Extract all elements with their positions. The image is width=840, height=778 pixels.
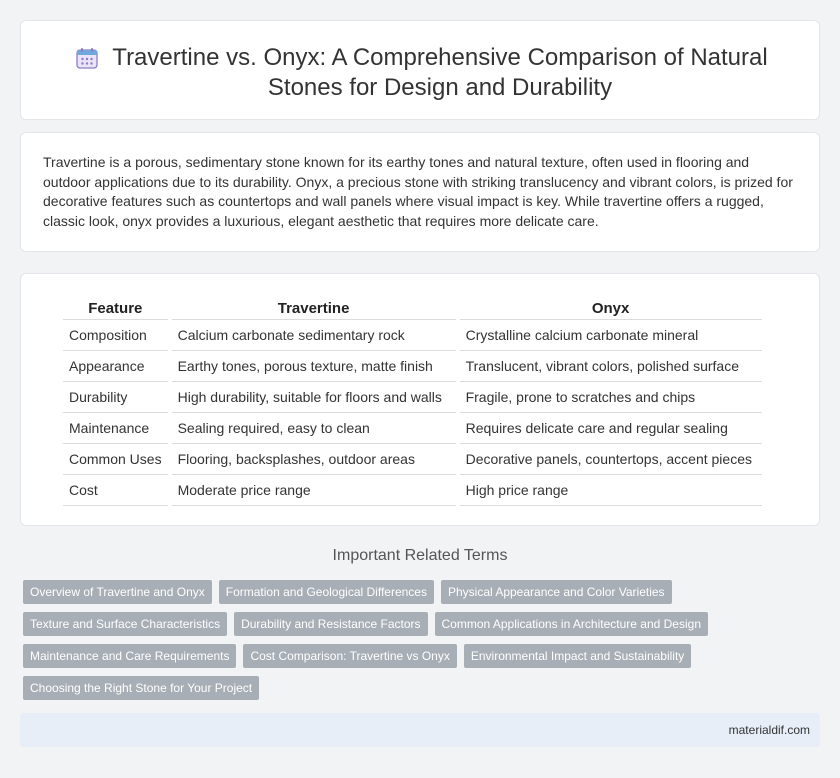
tag-appearance[interactable]: Physical Appearance and Color Varieties <box>441 580 672 604</box>
table-row <box>63 413 762 444</box>
table-cell: Common Uses <box>63 444 168 475</box>
tag-row <box>23 612 823 636</box>
tag-durability[interactable]: Durability and Resistance Factors <box>234 612 427 636</box>
table-cell: Crystalline calcium carbonate mineral <box>460 320 762 351</box>
table-header-row <box>63 294 762 320</box>
table-cell: Composition <box>63 320 168 351</box>
table-cell: Moderate price range <box>172 475 456 506</box>
table-cell: Flooring, backsplashes, outdoor areas <box>172 444 456 475</box>
tag-formation[interactable]: Formation and Geological Differences <box>219 580 434 604</box>
footer <box>20 713 820 747</box>
tag-environmental[interactable]: Environmental Impact and Sustainability <box>464 644 691 668</box>
table-cell: Maintenance <box>63 413 168 444</box>
table-cell: Sealing required, easy to clean <box>172 413 456 444</box>
table-cell: Decorative panels, countertops, accent pieces <box>460 444 762 475</box>
table-cell: High durability, suitable for floors and walls <box>172 382 456 413</box>
table-cell: Fragile, prone to scratches and chips <box>460 382 762 413</box>
table-row <box>63 475 762 506</box>
table-cell: Translucent, vibrant colors, polished surface <box>460 351 762 382</box>
tag-row <box>23 580 823 604</box>
header-card <box>20 20 820 120</box>
tag-applications[interactable]: Common Applications in Architecture and Design <box>435 612 708 636</box>
table-cell: Earthy tones, porous texture, matte finish <box>172 351 456 382</box>
table-cell: Durability <box>63 382 168 413</box>
table-row <box>63 351 762 382</box>
table-cell: Cost <box>63 475 168 506</box>
comparison-table <box>63 294 762 506</box>
table-cell: Calcium carbonate sedimentary rock <box>172 320 456 351</box>
tag-cost[interactable]: Cost Comparison: Travertine vs Onyx <box>243 644 456 668</box>
header-travertine: Travertine <box>172 294 456 320</box>
table-cell: High price range <box>460 475 762 506</box>
footer-site[interactable]: materialdif.com <box>728 723 810 737</box>
table-cell: Requires delicate care and regular sealing <box>460 413 762 444</box>
header-onyx: Onyx <box>460 294 762 320</box>
tag-maintenance[interactable]: Maintenance and Care Requirements <box>23 644 236 668</box>
related-terms-title: Important Related Terms <box>332 547 508 564</box>
tag-texture[interactable]: Texture and Surface Characteristics <box>23 612 227 636</box>
tag-choosing[interactable]: Choosing the Right Stone for Your Project <box>23 676 259 700</box>
table-row <box>63 382 762 413</box>
table-row <box>63 444 762 475</box>
tag-row <box>23 676 823 700</box>
header-feature: Feature <box>63 294 168 320</box>
intro-card <box>20 132 820 252</box>
related-tags <box>23 580 823 708</box>
table-cell: Appearance <box>63 351 168 382</box>
tag-row <box>23 644 823 668</box>
comparison-card <box>20 273 820 526</box>
intro-text: Travertine is a porous, sedimentary stone known for its earthy tones and natural texture, often used in flooring and outdoor applications due to its durability. Onyx, a precious stone with striking translucency and vibrant colors, is prized for decorative features such as countertops and wall panels where visual impact is key. While travertine offers a rugged, classic look, onyx provides a luxurious, elegant aesthetic that requires more delicate care. <box>43 154 793 229</box>
tag-overview[interactable]: Overview of Travertine and Onyx <box>23 580 212 604</box>
table-row <box>63 320 762 351</box>
page-title: Travertine vs. Onyx: A Comprehensive Comparison of Natural Stones for Design and Durability <box>112 44 768 101</box>
